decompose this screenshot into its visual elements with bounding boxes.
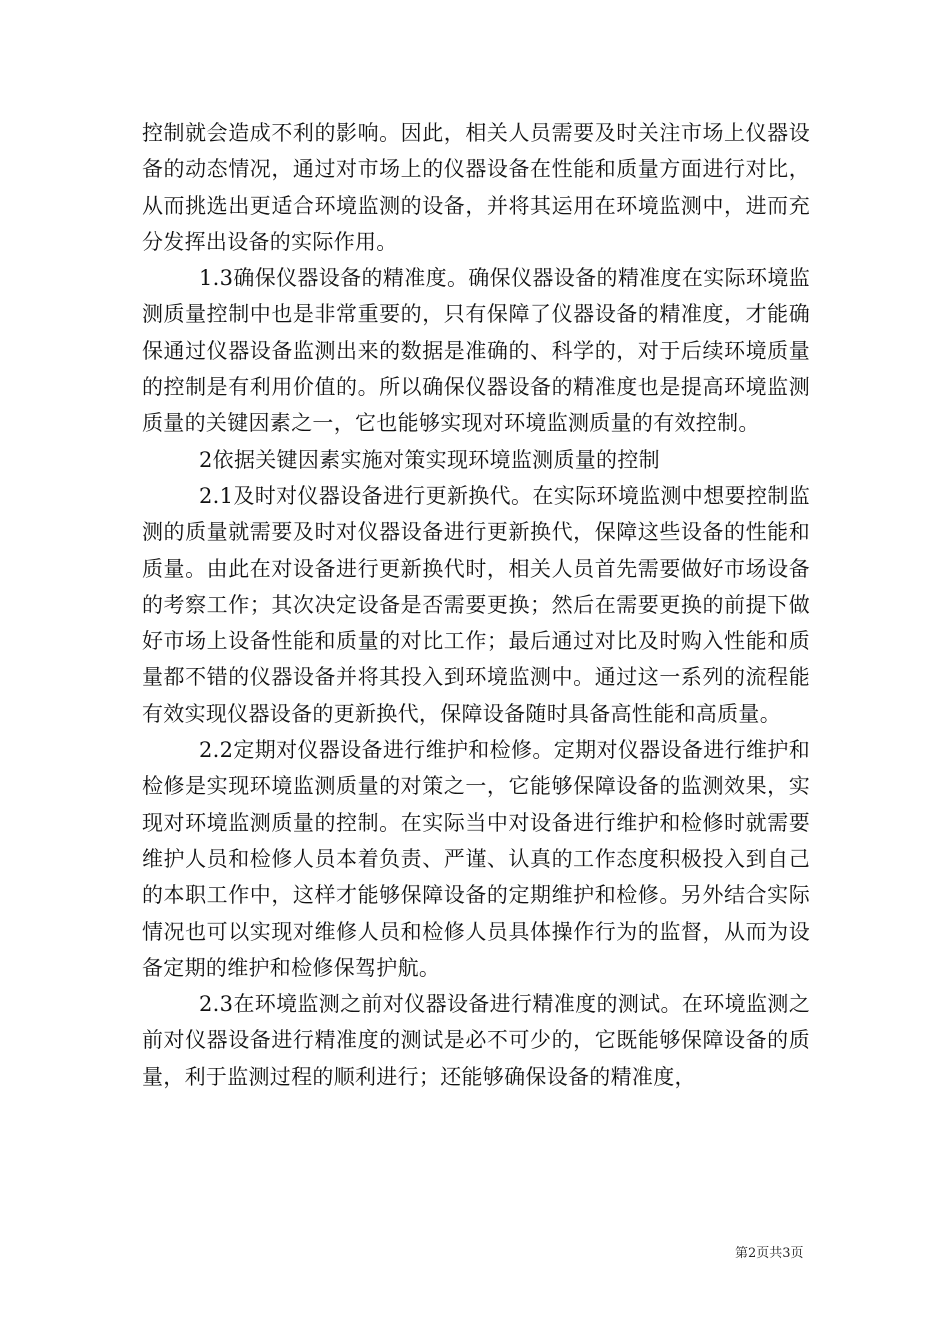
paragraph-continuation: 控制就会造成不利的影响。因此，相关人员需要及时关注市场上仪器设备的动态情况，通过对市场上的仪器设备在性能和质量方面进行对比，从而挑选出更适合环境监测的设备，并将其运用在环境监测中，进而充分发挥出设备的实际作用。: [142, 121, 810, 254]
paragraph-section-2-1: 2.1及时对仪器设备进行更新换代。在实际环境监测中想要控制监测的质量就需要及时对仪器设备进行更新换代，保障这些设备的性能和质量。由此在对设备进行更新换代时，相关人员首先需要做好市场设备的考察工作；其次决定设备是否需要更换；然后在需要更换的前提下做好市场上设备性能和质量的对比工作；最后通过对比及时购入性能和质量都不错的仪器设备并将其投入到环境监测中。通过这一系列的流程能有效实现仪器设备的更新换代，保障设备随时具备高性能和高质量。: [142, 483, 810, 726]
paragraph-section-2-2: 2.2定期对仪器设备进行维护和检修。定期对仪器设备进行维护和检修是实现环境监测质量的对策之一，它能够保障设备的监测效果，实现对环境监测质量的控制。在实际当中对设备进行维护和检修时就需要维护人员和检修人员本着负责、严谨、认真的工作态度积极投入到自己的本职工作中，这样才能够保障设备的定期维护和检修。另外结合实际情况也可以实现对维修人员和检修人员具体操作行为的监督，从而为设备定期的维护和检修保驾护航。: [142, 738, 810, 980]
document-body: [142, 115, 810, 1095]
section-heading-2: 2依据关键因素实施对策实现环境监测质量的控制: [199, 447, 660, 472]
paragraph-section-1-3: 1.3确保仪器设备的精准度。确保仪器设备的精准度在实际环境监测质量控制中也是非常重要的，只有保障了仪器设备的精准度，才能确保通过仪器设备监测出来的数据是准确的、科学的，对于后续环境质量的控制是有利用价值的。所以确保仪器设备的精准度也是提高环境监测质量的关键因素之一，它也能够实现对环境监测质量的有效控制。: [142, 266, 810, 436]
paragraph-section-2-3: 2.3在环境监测之前对仪器设备进行精准度的测试。在环境监测之前对仪器设备进行精准度的测试是必不可少的，它既能够保障设备的质量，利于监测过程的顺利进行；还能够确保设备的精准度，: [142, 992, 810, 1089]
page-number-footer: 第2页共3页: [735, 1246, 804, 1261]
